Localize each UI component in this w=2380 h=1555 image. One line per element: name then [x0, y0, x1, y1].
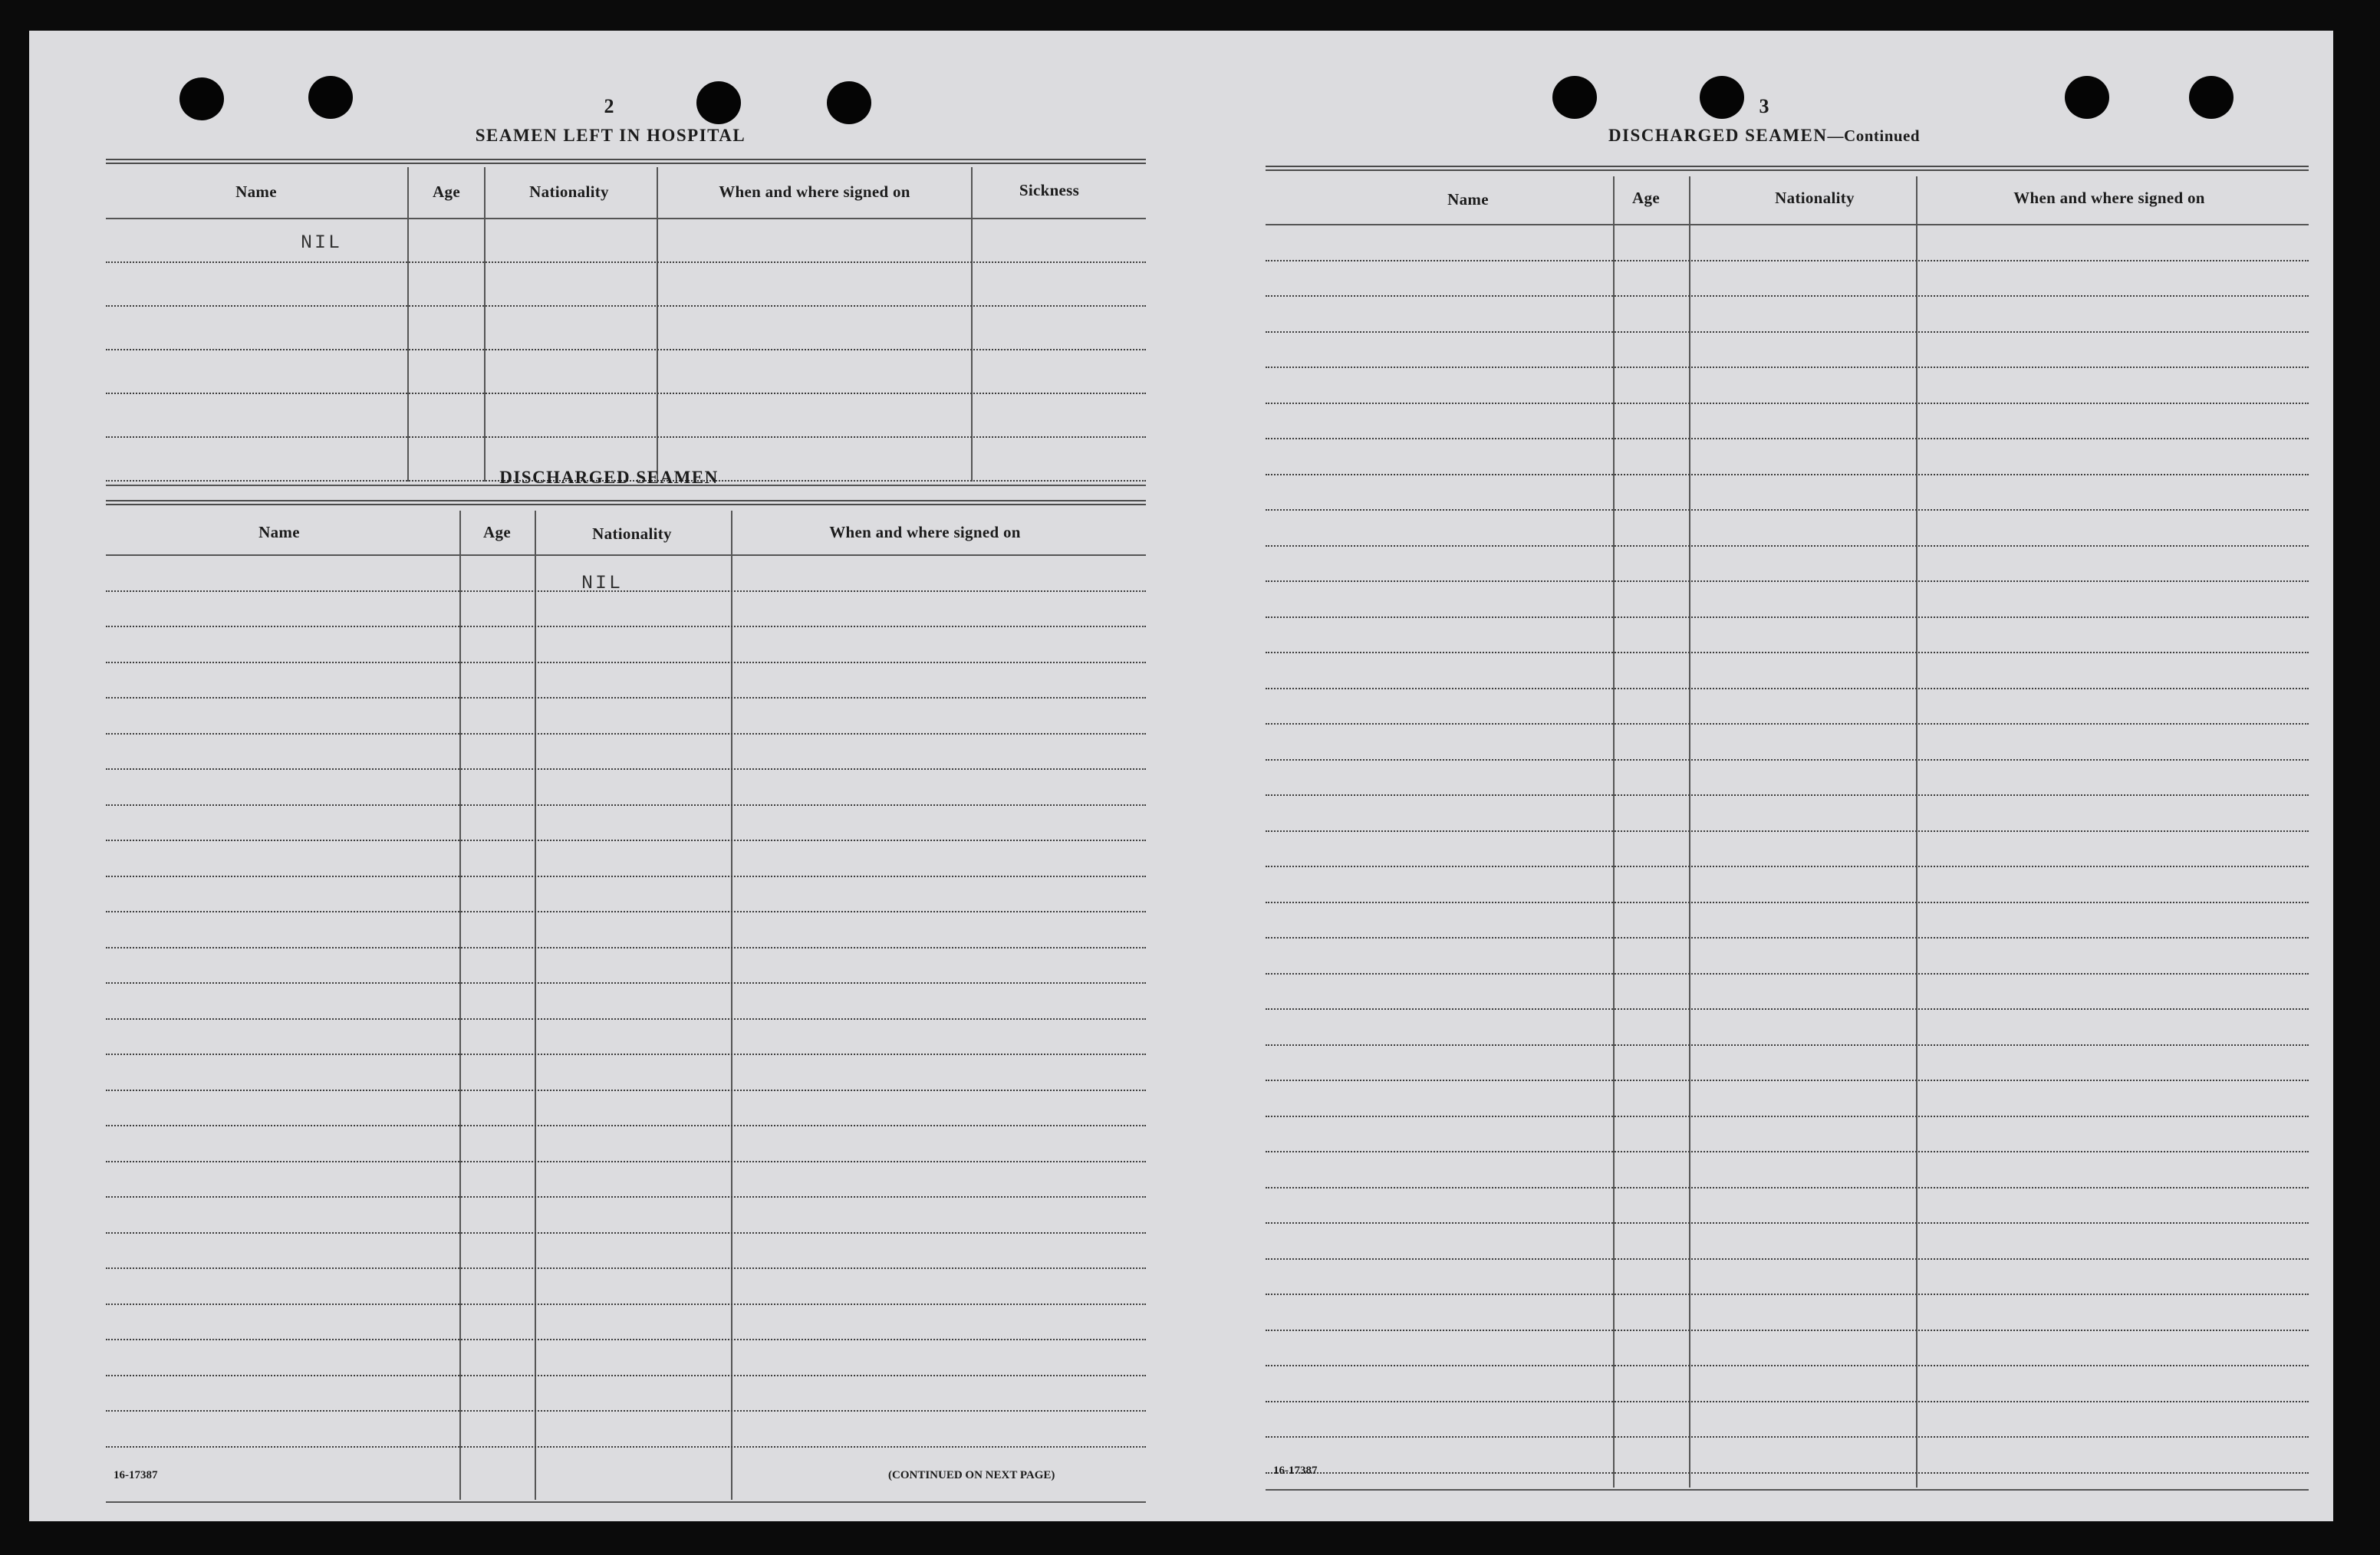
table-row	[1266, 1010, 2309, 1046]
double-rule	[1266, 166, 2309, 171]
table-row	[1266, 725, 2309, 761]
col-nationality-header: Nationality	[1775, 189, 1855, 207]
punch-hole	[696, 81, 741, 124]
discharged-nationality-entry: NIL	[581, 572, 624, 594]
bottom-rule	[1266, 1489, 2309, 1491]
table-row	[1266, 439, 2309, 475]
table-row	[1266, 368, 2309, 404]
table-row	[1266, 1331, 2309, 1367]
table-row	[1266, 582, 2309, 618]
table-row	[106, 394, 1146, 438]
col-signed-on-header: When and where signed on	[829, 523, 1021, 541]
double-rule	[106, 500, 1146, 505]
col-signed-on-header: When and where signed on	[2013, 189, 2205, 207]
table-row	[1266, 333, 2309, 369]
bottom-rule	[106, 1501, 1146, 1503]
col-age-header: Age	[483, 523, 511, 541]
table-row	[1266, 689, 2309, 725]
table-row	[1266, 903, 2309, 939]
punch-hole	[1700, 76, 1744, 119]
discharged-continued-title	[1608, 126, 1920, 146]
table-row	[106, 948, 1146, 985]
table-row	[106, 770, 1146, 806]
table-row	[106, 1126, 1146, 1162]
table-row	[106, 350, 1146, 394]
table-row	[106, 1162, 1146, 1198]
table-row	[106, 1091, 1146, 1127]
table-row	[1266, 1402, 2309, 1438]
col-signed-on-header: When and where signed on	[719, 182, 910, 201]
table-row	[106, 1376, 1146, 1412]
table-row	[1266, 404, 2309, 440]
title-suffix: —Continued	[1827, 127, 1921, 145]
title-text: DISCHARGED SEAMEN	[1608, 126, 1828, 145]
table-row	[1266, 832, 2309, 868]
continued-note: (CONTINUED ON NEXT PAGE)	[888, 1469, 1055, 1481]
page-number: 2	[604, 95, 614, 117]
col-nationality-header: Nationality	[592, 524, 672, 543]
table-row	[1266, 796, 2309, 832]
table-row	[106, 556, 1146, 592]
table-row	[106, 219, 1146, 263]
table-row	[106, 735, 1146, 771]
punch-hole	[2189, 76, 2234, 119]
col-name-header: Name	[1447, 190, 1489, 209]
table-row	[106, 1305, 1146, 1341]
hospital-section-title: SEAMEN LEFT IN HOSPITAL	[475, 126, 746, 145]
table-row	[106, 841, 1146, 877]
table-row	[1266, 511, 2309, 547]
table-row	[1266, 1224, 2309, 1260]
table-row	[1266, 1260, 2309, 1296]
table-row	[1266, 653, 2309, 689]
table-row	[1266, 975, 2309, 1011]
table-row	[1266, 939, 2309, 975]
discharged-section-title: DISCHARGED SEAMEN	[499, 468, 719, 487]
table-row	[106, 806, 1146, 842]
table-row	[1266, 1081, 2309, 1117]
form-sheet	[29, 31, 2333, 1521]
table-row	[1266, 1046, 2309, 1082]
table-row	[106, 984, 1146, 1020]
col-nationality-header: Nationality	[529, 182, 609, 201]
col-name-header: Name	[258, 523, 300, 541]
form-number: 16-17387	[114, 1469, 158, 1481]
table-row	[1266, 297, 2309, 333]
table-row	[1266, 867, 2309, 903]
table-row	[106, 1412, 1146, 1448]
form-number: 16-17387	[1273, 1465, 1318, 1477]
col-age-header: Age	[433, 182, 460, 201]
table-row	[1266, 1295, 2309, 1331]
col-name-header: Name	[235, 182, 277, 201]
table-row	[1266, 261, 2309, 298]
table-row	[1266, 1366, 2309, 1402]
table-row	[1266, 475, 2309, 511]
table-row	[1266, 1117, 2309, 1153]
table-row	[1266, 1188, 2309, 1225]
punch-hole	[827, 81, 871, 124]
table-row	[106, 307, 1146, 350]
table-row	[106, 1055, 1146, 1091]
table-row	[106, 1234, 1146, 1270]
col-age-header: Age	[1632, 189, 1660, 207]
table-row	[106, 1340, 1146, 1376]
table-row	[1266, 1438, 2309, 1474]
table-row	[106, 263, 1146, 307]
table-row	[106, 1269, 1146, 1305]
hospital-rows	[106, 219, 1146, 482]
table-row	[106, 699, 1146, 735]
table-row	[106, 1020, 1146, 1056]
left-page	[29, 31, 1180, 1521]
page-number: 3	[1759, 95, 1769, 117]
col-sickness-header: Sickness	[1019, 181, 1080, 199]
table-row	[106, 912, 1146, 948]
table-row	[1266, 547, 2309, 583]
table-row	[106, 877, 1146, 913]
punch-hole	[308, 76, 353, 119]
right-rows	[1266, 225, 2309, 1474]
punch-hole	[2065, 76, 2109, 119]
table-row	[1266, 618, 2309, 654]
hospital-name-entry: NIL	[301, 232, 343, 254]
discharged-rows	[106, 556, 1146, 1448]
punch-hole	[179, 77, 224, 120]
table-row	[1266, 761, 2309, 797]
double-rule	[106, 159, 1146, 164]
table-row	[106, 1198, 1146, 1234]
punch-hole	[1552, 76, 1597, 119]
table-row	[106, 627, 1146, 663]
table-row	[1266, 1152, 2309, 1188]
table-row	[1266, 225, 2309, 261]
table-row	[106, 592, 1146, 628]
table-row	[106, 663, 1146, 699]
right-page	[1187, 31, 2333, 1521]
